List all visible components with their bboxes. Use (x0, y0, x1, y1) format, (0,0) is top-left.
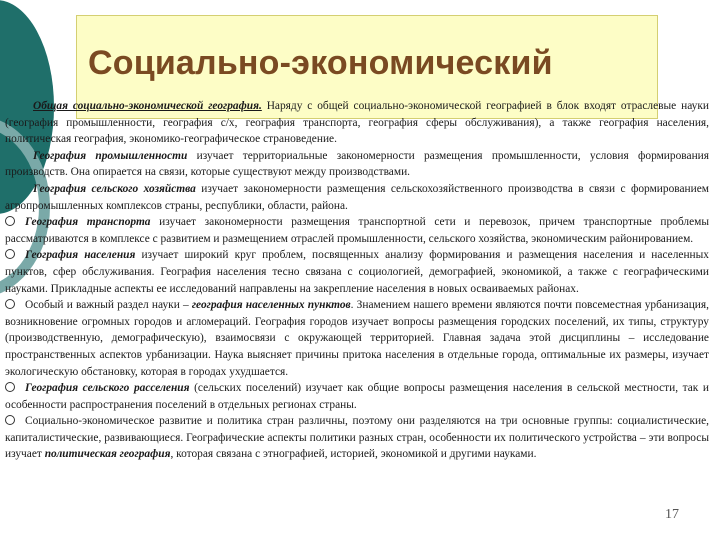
term-industry: География промышленности (33, 149, 188, 162)
paragraph-settlements: Особый и важный раздел науки – география населенных пунктов. Знамением нашего времени являются почти повсеместная урбанизация, возникновение огромных городов и агломераций. География городов изучает вопросы размещения городских поселений, их типы, структуру (производственную, демографическую), взаимосвязи с окружающей территорией. Главная задача этой дисциплины – исследование пространственных аспектов урбанизации. Наука выясняет причины притока населения в отдельные города, оптимальные их размеры, изучает экологическую обстановку, которая в городах ухудшается. (5, 299, 709, 378)
bullet-icon (5, 299, 15, 309)
term-agriculture: География сельского хозяйства (33, 182, 196, 195)
paragraph-population: География населения изучает широкий круг проблем, посвященных анализу формирования и размещения населения и населенных пунктов, сфер обслуживания. География населения тесно связана с социологией, демографией, экономикой, а также с географическими науками. Прикладные аспекты ее исследований направлены на закрепление населения в новых осваиваемых районах. (5, 249, 709, 295)
term-political: политическая география (44, 448, 171, 461)
bullet-icon (5, 382, 15, 392)
term-population: География населения (25, 249, 136, 262)
term-transport: География транспорта (25, 216, 151, 229)
slide-title: Социально-экономический (88, 44, 553, 82)
bullet-icon (5, 216, 15, 226)
paragraph-political: Социально-экономическое развитие и политика стран различны, поэтому они разделяются на три основные группы: социалистические, капиталистические, развивающиеся. Географические аспекты политики разных стран, особенности их политического устройства – эти вопросы изучает политическая география, которая связана с этнографией, историей, экономикой и другими науками. (5, 415, 709, 461)
term-general: Общая социально-экономической география. (33, 100, 262, 112)
bullet-icon (5, 249, 15, 259)
paragraph-industry: География промышленности изучает территориальные закономерности размещения промышленности, условия формирования производств. Она опирается на связи, которые существуют между производствами. (5, 149, 710, 179)
term-settlements: география населенных пунктов (191, 299, 351, 312)
slide-body (5, 98, 709, 463)
paragraph-agriculture: География сельского хозяйства изучает закономерности размещения сельскохозяйственного производства в связи с формированием агропромышленных комплексов страны, республики, области, района. (5, 182, 710, 212)
term-rural: География сельского расселения (25, 382, 190, 395)
paragraph-general: Общая социально-экономической география. Наряду с общей социально-экономической географией в блок входят отраслевые науки (география промышленности, география с/х, география транспорта, география сферы обслуживания), а также география населения, политическая география, экономико-географическое страноведение. (5, 100, 709, 146)
paragraph-rural: География сельского расселения (сельских поселений) изучает как общие вопросы размещения населения в сельской местности, так и особенности распространения поселений в отдельных регионах страны. (5, 382, 710, 411)
paragraph-transport: География транспорта изучает закономерности размещения транспортной сети и перевозок, причем транспортные проблемы рассматриваются в комплексе с развитием и размещением отраслей промышленности, сельского хозяйства, экономическим районированием. (5, 216, 709, 245)
bullet-icon (5, 415, 15, 425)
page-number: 17 (665, 507, 679, 522)
